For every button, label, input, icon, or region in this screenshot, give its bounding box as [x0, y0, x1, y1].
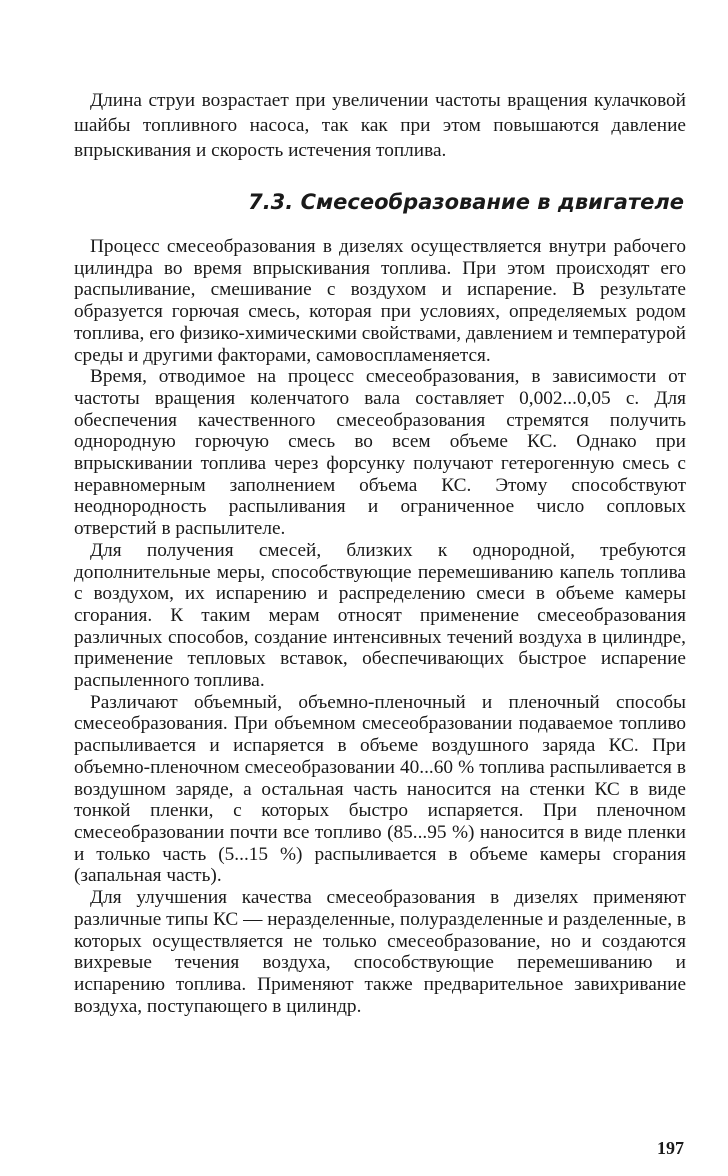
paragraph-2: Время, отводимое на процесс смесеобразования, в зависимости от частоты вращения коленчатого вала составляет 0,002...0,05 с. Для обеспечения качественного смесеобразования стремятся получить однородную горючую смесь во всем объеме КС. Однако при впрыскивании топлива через форсунку получают гетерогенную смесь с неравномерным заполнением объема КС. Этому способствуют неоднородность распыливания и ограниченное число сопловых отверстий в распылителе.	[74, 366, 686, 540]
paragraph-5: Для улучшения качества смесеобразования в дизелях применяют различные типы КС — неразделенные, полуразделенные и разделенные, в которых осуществляется не только смесеобразование, но и создаются вихревые течения воздуха, способствующие перемешиванию и испарению топлива. Применяют также предварительное завихривание воздуха, поступающего в цилиндр.	[74, 887, 686, 1017]
section-heading: 7.3. Смесеобразование в двигателе	[248, 190, 684, 214]
section-body	[74, 236, 686, 1017]
paragraph-1: Процесс смесеобразования в дизелях осуществляется внутри рабочего цилиндра во время впрыскивания топлива. При этом происходят его распыливание, смешивание с воздухом и испарение. В результате образуется горючая смесь, которая при условиях, определяемых родом топлива, его физико-химическими свойствами, давлением и температурой среды и другими факторами, самовоспламеняется.	[74, 236, 686, 366]
paragraph-4: Различают объемный, объемно-пленочный и пленочный способы смесеобразования. При объемном смесеобразовании подаваемое топливо распыливается и испаряется в объеме воздушного заряда КС. При объемно-пленочном смесеобразовании 40...60 % топлива распыливается в воздушном заряде, а остальная часть наносится на стенки КС в виде тонкой пленки, с которых быстро испаряется. При пленочном смесеобразовании почти все топливо (85...95 %) наносится в виде пленки и только часть (5...15 %) распыливается в объеме камеры сгорания (запальная часть).	[74, 691, 686, 887]
page-number: 197	[657, 1138, 684, 1158]
paragraph-3: Для получения смесей, близких к однородной, требуются дополнительные меры, способствующие перемешиванию капель топлива с воздухом, их испарению и распределению смеси в объеме камеры сгорания. К таким мерам относят применение смесеобразования различных способов, создание интенсивных течений воздуха в цилиндре, применение тепловых вставок, обеспечивающих быстрое испарение распыленного топлива.	[74, 539, 686, 692]
intro-paragraph: Длина струи возрастает при увеличении частоты вращения кулачковой шайбы топливного насоса, так как при этом повышаются давление впрыскивания и скорость истечения топлива.	[74, 90, 686, 161]
